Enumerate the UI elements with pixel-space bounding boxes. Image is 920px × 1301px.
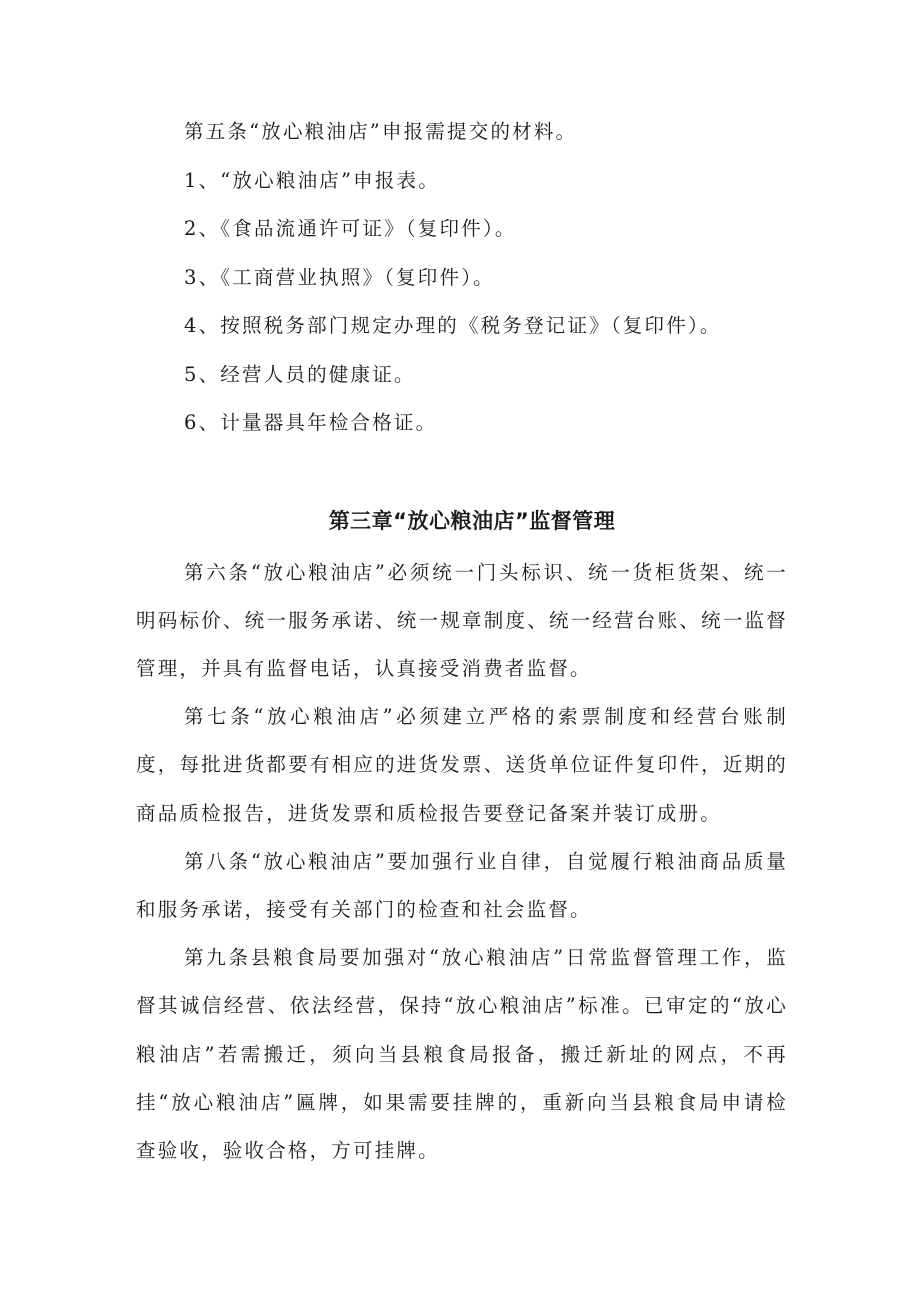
article-5-heading: 第五条“放心粮油店”申报需提交的材料。 bbox=[184, 120, 578, 143]
article-5-item: 6、计量器具年检合格证。 bbox=[184, 411, 438, 434]
article-5-item: 5、经营人员的健康证。 bbox=[184, 362, 416, 386]
article-7-paragraph: 第七条“放心粮油店”必须建立严格的索票制度和经营台账制度，每批进货都要有相应的进货发票、送货单位证件复印件，近期的商品质检报告，进货发票和质检报告要登记备案并装订成册。 bbox=[136, 705, 788, 825]
chapter-3-section bbox=[136, 549, 788, 1176]
article-9-paragraph: 第九条县粮食局要加强对“放心粮油店”日常监督管理工作，监督其诚信经营、依法经营，保持“放心粮油店”标准。已审定的“放心粮油店”若需搬迁，须向当县粮食局报备，搬迁新址的网点，不再挂“放心粮油店”匾牌，如果需要挂牌的，重新向当县粮食局申请检查验收，验收合格，方可挂牌。 bbox=[136, 946, 788, 1162]
document-body bbox=[136, 108, 788, 1175]
article-5-item: 4、按照税务部门规定办理的《税务登记证》（复印件）。 bbox=[184, 314, 722, 337]
article-8-paragraph: 第八条“放心粮油店”要加强行业自律，自觉履行粮油商品质量和服务承诺，接受有关部门的检查和社会监督。 bbox=[136, 849, 788, 921]
chapter-3-title: 第三章“放心粮油店”监督管理 bbox=[328, 508, 616, 533]
article-6-paragraph: 第六条“放心粮油店”必须统一门头标识、统一货柜货架、统一明码标价、统一服务承诺、统一规章制度、统一经营台账、统一监督管理，并具有监督电话，认真接受消费者监督。 bbox=[136, 560, 788, 680]
article-5-item: 2、《食品流通许可证》（复印件）。 bbox=[184, 217, 517, 240]
article-5-section bbox=[136, 108, 788, 448]
article-5-item: 1、“放心粮油店”申报表。 bbox=[184, 168, 440, 192]
article-5-item: 3、《工商营业执照》（复印件）。 bbox=[184, 265, 495, 289]
